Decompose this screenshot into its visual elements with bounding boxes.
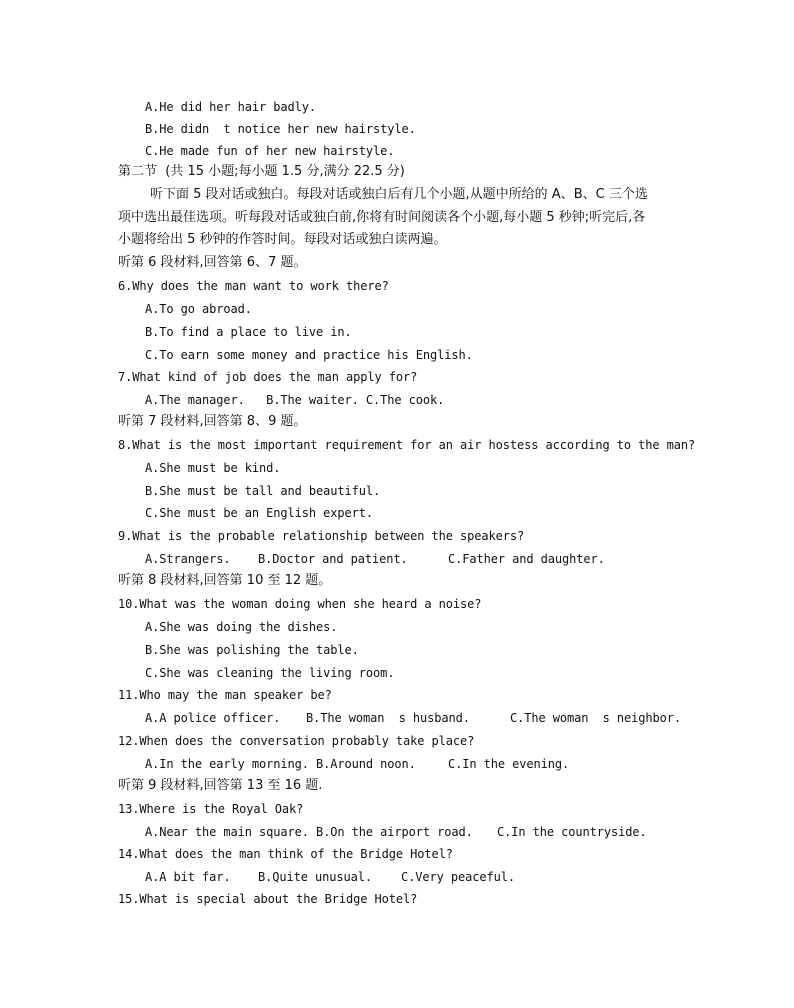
- question-13-option-c: C.In the countryside.: [497, 825, 647, 839]
- material-heading-9: 听第 9 段材料,回答第 13 至 16 题.: [118, 778, 323, 793]
- prev-option-c: C.He made fun of her new hairstyle.: [145, 144, 395, 158]
- question-7: 7.What kind of job does the man apply for?: [118, 370, 418, 384]
- question-15: 15.What is special about the Bridge Hotel?: [118, 892, 418, 906]
- question-11-option-a: A.A police officer.: [145, 711, 281, 725]
- instructions-line-3: 小题将给出 5 秒钟的作答时间。每段对话或独白读两遍。: [118, 232, 447, 247]
- question-6-option-c: C.To earn some money and practice his English.: [145, 348, 473, 362]
- instructions-line-2: 项中选出最佳选项。听每段对话或独白前,你将有时间阅读各个小题,每小题 5 秒钟;听完后,各: [118, 210, 646, 225]
- question-6-option-a: A.To go abroad.: [145, 302, 252, 316]
- question-10-option-b: B.She was polishing the table.: [145, 643, 359, 657]
- question-14: 14.What does the man think of the Bridge Hotel?: [118, 847, 453, 861]
- question-9: 9.What is the probable relationship between the speakers?: [118, 529, 525, 543]
- question-12-option-c: C.In the evening.: [448, 757, 570, 771]
- question-9-option-c: C.Father and daughter.: [448, 552, 605, 566]
- material-heading-7: 听第 7 段材料,回答第 8、9 题。: [118, 414, 307, 429]
- question-8-option-a: A.She must be kind.: [145, 461, 281, 475]
- question-14-option-b: B.Quite unusual.: [258, 870, 372, 884]
- question-8-option-b: B.She must be tall and beautiful.: [145, 484, 381, 498]
- question-14-option-c: C.Very peaceful.: [401, 870, 515, 884]
- question-9-option-a: A.Strangers.: [145, 552, 231, 566]
- question-7-options: A.The manager. B.The waiter. C.The cook.: [145, 393, 445, 407]
- question-6-option-b: B.To find a place to live in.: [145, 325, 352, 339]
- question-11-option-b: B.The woman s husband.: [306, 711, 470, 725]
- question-6: 6.Why does the man want to work there?: [118, 279, 389, 293]
- question-11: 11.Who may the man speaker be?: [118, 688, 332, 702]
- section-title: 第二节 (共 15 小题;每小题 1.5 分,满分 22.5 分): [118, 164, 405, 179]
- question-10-option-c: C.She was cleaning the living room.: [145, 666, 395, 680]
- material-heading-6: 听第 6 段材料,回答第 6、7 题。: [118, 255, 307, 270]
- instructions-line-1: 听下面 5 段对话或独白。每段对话或独白后有几个小题,从题中所给的 A、B、C 三个选: [150, 187, 648, 202]
- question-13: 13.Where is the Royal Oak?: [118, 802, 304, 816]
- question-12: 12.When does the conversation probably take place?: [118, 734, 475, 748]
- question-10: 10.What was the woman doing when she heard a noise?: [118, 597, 482, 611]
- question-10-option-a: A.She was doing the dishes.: [145, 620, 338, 634]
- question-12-options-ab: A.In the early morning. B.Around noon.: [145, 757, 416, 771]
- question-8-option-c: C.She must be an English expert.: [145, 506, 373, 520]
- question-14-option-a: A.A bit far.: [145, 870, 231, 884]
- prev-option-b: B.He didn t notice her new hairstyle.: [145, 122, 416, 136]
- material-heading-8: 听第 8 段材料,回答第 10 至 12 题。: [118, 573, 332, 588]
- question-8: 8.What is the most important requirement for an air hostess according to the man?: [118, 438, 696, 452]
- prev-option-a: A.He did her hair badly.: [145, 100, 316, 114]
- question-9-option-b: B.Doctor and patient.: [258, 552, 408, 566]
- question-11-option-c: C.The woman s neighbor.: [510, 711, 681, 725]
- question-13-options-ab: A.Near the main square. B.On the airport road.: [145, 825, 473, 839]
